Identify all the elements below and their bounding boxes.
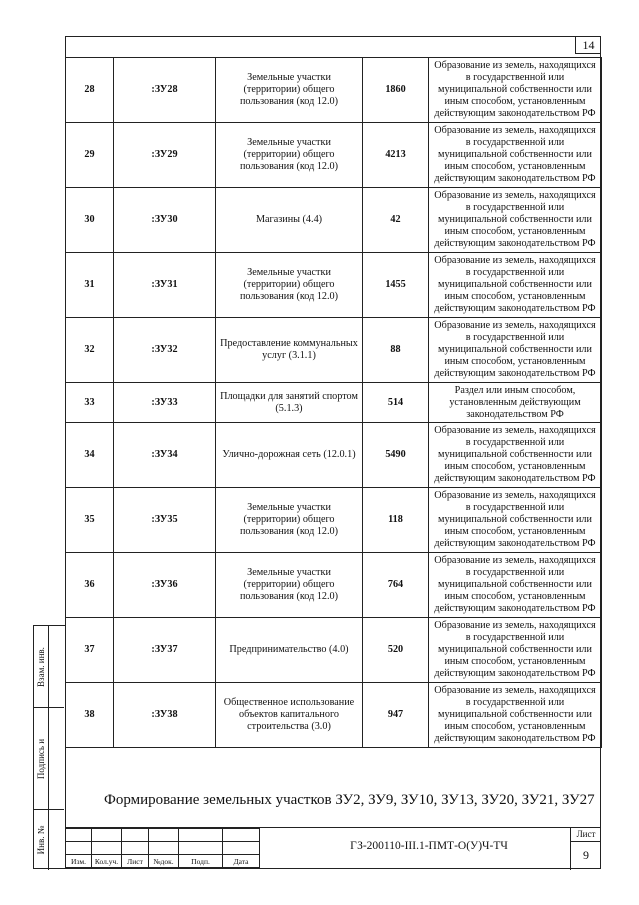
section-title: Формирование земельных участков ЗУ2, ЗУ9, ЗУ10, ЗУ13, ЗУ20, ЗУ21, ЗУ27 xyxy=(104,792,595,808)
row-number: 32 xyxy=(66,318,114,383)
title-block-col-label: Дата xyxy=(223,855,260,868)
plot-code: :ЗУ31 xyxy=(114,253,216,318)
plot-area: 514 xyxy=(363,383,429,423)
permitted-use: Предоставление коммунальных услуг (3.1.1) xyxy=(216,318,363,383)
formation-method: Образование из земель, находящихся в государственной или муниципальной собственности или иным способом, установленным действующим законодательством РФ xyxy=(429,253,602,318)
plot-area: 1455 xyxy=(363,253,429,318)
plot-area: 88 xyxy=(363,318,429,383)
permitted-use: Улично-дорожная сеть (12.0.1) xyxy=(216,423,363,488)
title-block-col-label: Кол.уч. xyxy=(92,855,122,868)
plot-area: 4213 xyxy=(363,123,429,188)
title-block-col-label: Изм. xyxy=(66,855,92,868)
table-row xyxy=(66,423,602,488)
plot-area: 42 xyxy=(363,188,429,253)
plot-area: 520 xyxy=(363,618,429,683)
row-number: 30 xyxy=(66,188,114,253)
table-row xyxy=(66,683,602,748)
table-row xyxy=(66,383,602,423)
plot-code: :ЗУ36 xyxy=(114,553,216,618)
formation-method: Образование из земель, находящихся в государственной или муниципальной собственности или иным способом, установленным действующим законодательством РФ xyxy=(429,188,602,253)
plot-code: :ЗУ38 xyxy=(114,683,216,748)
plot-area: 118 xyxy=(363,488,429,553)
formation-method: Образование из земель, находящихся в государственной или муниципальной собственности или иным способом, установленным действующим законодательством РФ xyxy=(429,618,602,683)
row-number: 33 xyxy=(66,383,114,423)
row-number: 29 xyxy=(66,123,114,188)
title-block-col-label: Лист xyxy=(122,855,149,868)
permitted-use: Земельные участки (территории) общего пользования (код 12.0) xyxy=(216,488,363,553)
plot-code: :ЗУ29 xyxy=(114,123,216,188)
plot-code: :ЗУ34 xyxy=(114,423,216,488)
table-row xyxy=(66,123,602,188)
stamp-podpis-label: Подпись и xyxy=(36,738,46,779)
plot-area: 1860 xyxy=(363,58,429,123)
page-number: 14 xyxy=(575,36,601,54)
permitted-use: Земельные участки (территории) общего пользования (код 12.0) xyxy=(216,553,363,618)
plot-code: :ЗУ37 xyxy=(114,618,216,683)
permitted-use: Земельные участки (территории) общего пользования (код 12.0) xyxy=(216,58,363,123)
permitted-use: Предпринимательство (4.0) xyxy=(216,618,363,683)
formation-method: Образование из земель, находящихся в государственной или муниципальной собственности или иным способом, установленным действующим законодательством РФ xyxy=(429,318,602,383)
table-row xyxy=(66,618,602,683)
table-row xyxy=(66,58,602,123)
left-stamp xyxy=(33,625,65,869)
plot-area: 947 xyxy=(363,683,429,748)
formation-method: Образование из земель, находящихся в государственной или муниципальной собственности или иным способом, установленным действующим законодательством РФ xyxy=(429,553,602,618)
permitted-use: Общественное использование объектов капитального строительства (3.0) xyxy=(216,683,363,748)
formation-method: Образование из земель, находящихся в государственной или муниципальной собственности или иным способом, установленным действующим законодательством РФ xyxy=(429,488,602,553)
formation-method: Образование из земель, находящихся в государственной или муниципальной собственности или иным способом, установленным действующим законодательством РФ xyxy=(429,58,602,123)
stamp-inv-label: Инв. № xyxy=(36,825,46,855)
formation-method: Образование из земель, находящихся в государственной или муниципальной собственности или иным способом, установленным действующим законодательством РФ xyxy=(429,123,602,188)
row-number: 31 xyxy=(66,253,114,318)
plot-code: :ЗУ35 xyxy=(114,488,216,553)
document-code: ГЗ-200110-III.1-ПМТ-О(У)Ч-ТЧ xyxy=(350,840,508,852)
sheet-number: 9 xyxy=(583,848,589,862)
formation-method: Образование из земель, находящихся в государственной или муниципальной собственности или иным способом, установленным действующим законодательством РФ xyxy=(429,423,602,488)
plot-code: :ЗУ32 xyxy=(114,318,216,383)
stamp-vzam-label: Взам. инв. xyxy=(36,646,46,687)
title-block-col-label: №док. xyxy=(149,855,179,868)
land-plots-table xyxy=(65,57,602,748)
sheet-box xyxy=(570,828,601,870)
formation-method: Раздел или иным способом, установленным действующим законодательством РФ xyxy=(429,383,602,423)
permitted-use: Земельные участки (территории) общего пользования (код 12.0) xyxy=(216,253,363,318)
sheet-label: Лист xyxy=(571,828,601,842)
row-number: 38 xyxy=(66,683,114,748)
formation-method: Образование из земель, находящихся в государственной или муниципальной собственности или иным способом, установленным действующим законодательством РФ xyxy=(429,683,602,748)
table-row xyxy=(66,253,602,318)
row-number: 36 xyxy=(66,553,114,618)
permitted-use: Земельные участки (территории) общего пользования (код 12.0) xyxy=(216,123,363,188)
permitted-use: Площадки для занятий спортом (5.1.3) xyxy=(216,383,363,423)
permitted-use: Магазины (4.4) xyxy=(216,188,363,253)
plot-area: 764 xyxy=(363,553,429,618)
table-row xyxy=(66,488,602,553)
plot-code: :ЗУ33 xyxy=(114,383,216,423)
plot-code: :ЗУ30 xyxy=(114,188,216,253)
row-number: 28 xyxy=(66,58,114,123)
plot-code: :ЗУ28 xyxy=(114,58,216,123)
plot-area: 5490 xyxy=(363,423,429,488)
row-number: 35 xyxy=(66,488,114,553)
table-row xyxy=(66,188,602,253)
table-row xyxy=(66,553,602,618)
title-block xyxy=(65,827,601,869)
row-number: 34 xyxy=(66,423,114,488)
table-row xyxy=(66,318,602,383)
row-number: 37 xyxy=(66,618,114,683)
title-block-col-label: Подп. xyxy=(179,855,223,868)
